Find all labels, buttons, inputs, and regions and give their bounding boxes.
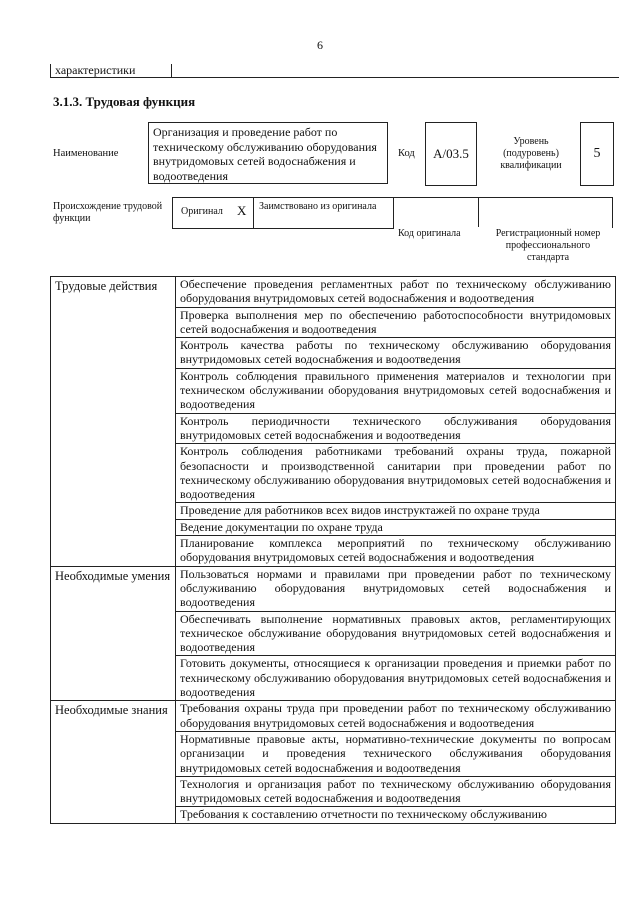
skill-item: Пользоваться нормами и правилами при проведении работ по техническому обслуживанию оборудования внутридомовых сетей водоснабжения и водоотведения: [176, 566, 616, 611]
continuation-row: [50, 64, 619, 78]
labor-action-item: Планирование комплекса мероприятий по техническому обслуживанию оборудования внутридомовых сетей водоснабжения и водоотведения: [176, 536, 616, 567]
original-code-label: Код оригинала: [398, 228, 461, 239]
function-details-table: [50, 276, 616, 824]
labor-action-item: Контроль соблюдения работниками требований охраны труда, пожарной безопасности и производственной санитарии при проведении работ по техническому обслуживанию оборудования внутридомовых сетей водоснабжения и водоотведения: [176, 444, 616, 503]
section-title: 3.1.3. Трудовая функция: [53, 94, 196, 109]
labor-action-item: Проведение для работников всех видов инструктажей по охране труда: [176, 503, 616, 519]
knowledge-label: Необходимые знания: [51, 701, 176, 823]
borrowed-cell: [253, 198, 394, 228]
knowledge-item: Требования охраны труда при проведении работ по техническому обслуживанию оборудования внутридомовых сетей водоснабжения и водоотведения: [176, 701, 616, 732]
origin-box: [172, 197, 394, 229]
knowledge-item: Требования к составлению отчетности по техническому обслуживанию: [176, 807, 616, 823]
labor-actions-label: Трудовые действия: [51, 277, 176, 567]
code-label: Код: [398, 148, 415, 159]
code-value-box: A/03.5: [425, 122, 477, 186]
registration-divider: [478, 197, 479, 227]
labor-action-item: Ведение документации по охране труда: [176, 519, 616, 535]
labor-action-item: Обеспечение проведения регламентных работ по техническому обслуживанию оборудования внутридомовых сетей водоснабжения и водоотведения: [176, 277, 616, 308]
origin-label: Происхождение трудовой функции: [53, 201, 163, 224]
table-row: [51, 701, 616, 732]
function-name-box: Организация и проведение работ по техническому обслуживанию оборудования внутридомовых сетей водоснабжения и водоотведения: [148, 122, 388, 184]
knowledge-item: Нормативные правовые акты, нормативно-технические документы по вопросам организации и проведения технического обслуживания оборудования внутридомовых сетей водоснабжения и водоотведения: [176, 731, 616, 776]
table-row: [51, 277, 616, 308]
registration-number-label: Регистрационный номер профессионального стандарта: [495, 228, 601, 263]
borrowed-label: Заимствовано из оригинала: [259, 201, 377, 212]
name-label: Наименование: [53, 148, 119, 159]
knowledge-item: Технология и организация работ по техническому обслуживанию оборудования внутридомовых сетей водоснабжения и водоотведения: [176, 776, 616, 807]
page-number: 6: [317, 38, 323, 52]
skills-label: Необходимые умения: [51, 566, 176, 701]
original-mark: X: [237, 203, 247, 218]
qualification-level-label: Уровень (подуровень) квалификации: [500, 136, 562, 171]
labor-action-item: Контроль соблюдения правильного применения материалов и технологии при техническом обслуживании оборудования внутридомовых сетей водоснабжения и водоотведения: [176, 368, 616, 413]
labor-action-item: Контроль периодичности технического обслуживания оборудования внутридомовых сетей водоснабжения и водоотведения: [176, 413, 616, 444]
table-row: [51, 566, 616, 611]
labor-action-item: Проверка выполнения мер по обеспечению работоспособности внутридомовых сетей водоснабжения и водоотведения: [176, 307, 616, 338]
continuation-label: характеристики: [55, 63, 136, 77]
labor-action-item: Контроль качества работы по техническому обслуживанию оборудования внутридомовых сетей водоснабжения и водоотведения: [176, 338, 616, 369]
row-divider: [171, 64, 172, 77]
registration-frame: [392, 197, 613, 228]
skill-item: Обеспечивать выполнение нормативных правовых актов, регламентирующих техническое обслуживание оборудования внутридомовых сетей водоснабжения и водоотведения: [176, 611, 616, 656]
original-label: Оригинал: [181, 206, 223, 217]
qualification-level-box: 5: [580, 122, 614, 186]
skill-item: Готовить документы, относящиеся к организации проведения и приемки работ по техническому обслуживанию оборудования внутридомовых сетей водоснабжения и водоотведения: [176, 656, 616, 701]
